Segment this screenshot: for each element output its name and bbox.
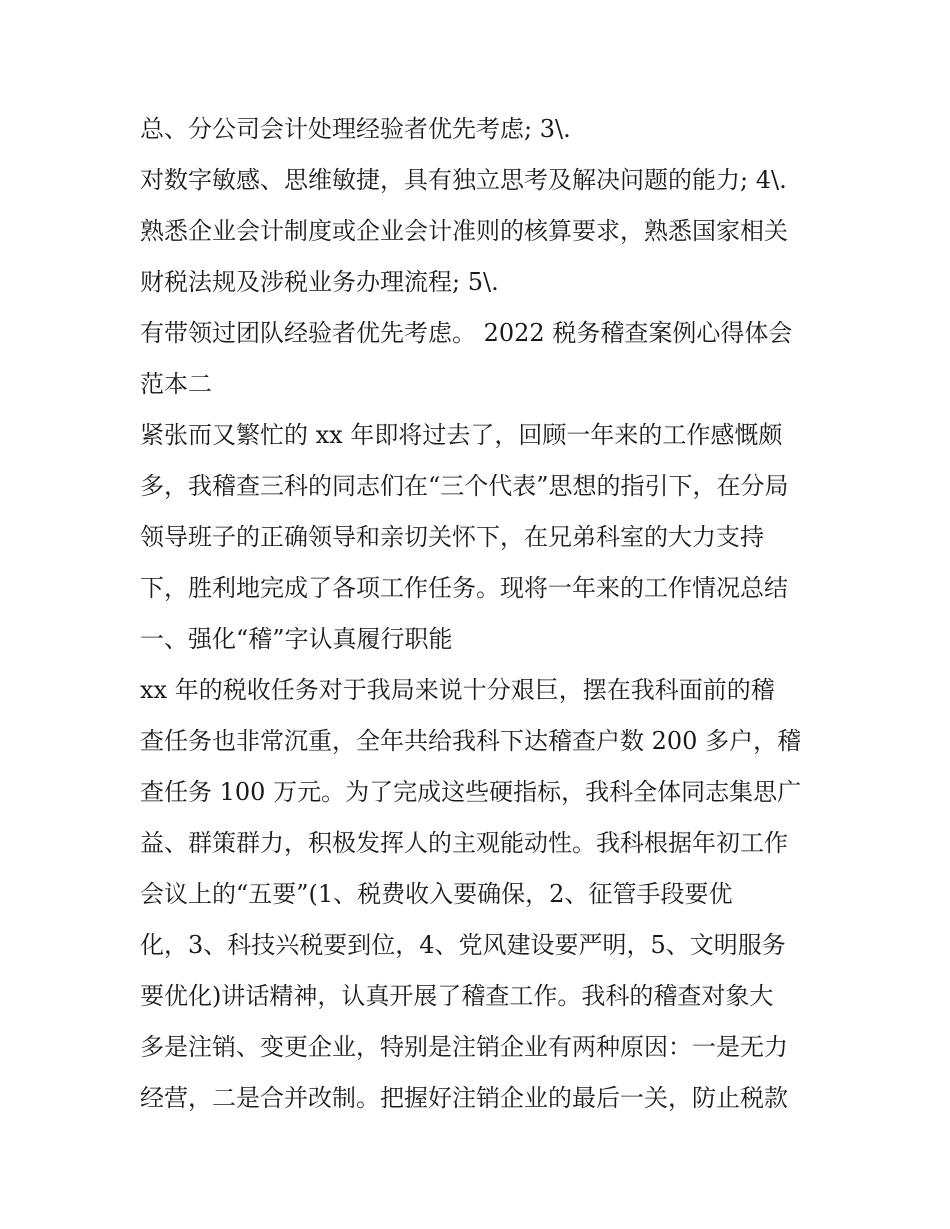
text-line: xx 年的税收任务对于我局来说十分艰巨，摆在我科面前的稽 (140, 676, 775, 704)
section-heading: 一、强化“稽”字认真履行职能 (140, 625, 453, 653)
text-line: 要优化)讲话精神，认真开展了稽查工作。我科的稽查对象大 (140, 982, 774, 1010)
text-line: 化，3、科技兴税要到位，4、党风建设要严明，5、文明服务 (140, 931, 786, 959)
text-line: 领导班子的正确领导和亲切关怀下，在兄弟科室的大力支持 (140, 523, 764, 551)
text-line: 多是注销、变更企业，特别是注销企业有两种原因：一是无力 (140, 1033, 788, 1061)
text-line: 财税法规及涉税业务办理流程; 5\. (140, 268, 499, 296)
text-line: 范本二 (140, 370, 212, 398)
text-line: 查任务也非常沉重，全年共给我科下达稽查户数 200 多户，稽 (140, 727, 802, 755)
text-line: 有带领过团队经验者优先考虑。 2022 税务稽查案例心得体会 (140, 319, 793, 347)
text-line: 经营，二是合并改制。把握好注销企业的最后一关，防止税款 (140, 1084, 788, 1112)
text-line: 对数字敏感、思维敏捷，具有独立思考及解决问题的能力; 4\. (140, 166, 787, 194)
text-line: 益、群策群力，积极发挥人的主观能动性。我科根据年初工作 (140, 829, 788, 857)
text-line: 查任务 100 万元。为了完成这些硬指标，我科全体同志集思广 (140, 778, 802, 806)
text-line: 会议上的“五要”(1、税费收入要确保，2、征管手段要优 (140, 880, 733, 908)
text-line: 熟悉企业会计制度或企业会计准则的核算要求，熟悉国家相关 (140, 217, 788, 245)
text-line: 紧张而又繁忙的 xx 年即将过去了，回顾一年来的工作感慨颇 (140, 421, 783, 449)
text-line: 下，胜利地完成了各项工作任务。现将一年来的工作情况总结 (140, 574, 788, 602)
text-line: 总、分公司会计处理经验者优先考虑; 3\. (140, 115, 571, 143)
document-body (140, 104, 830, 1124)
text-line: 多，我稽查三科的同志们在“三个代表”思想的指引下，在分局 (140, 472, 789, 500)
